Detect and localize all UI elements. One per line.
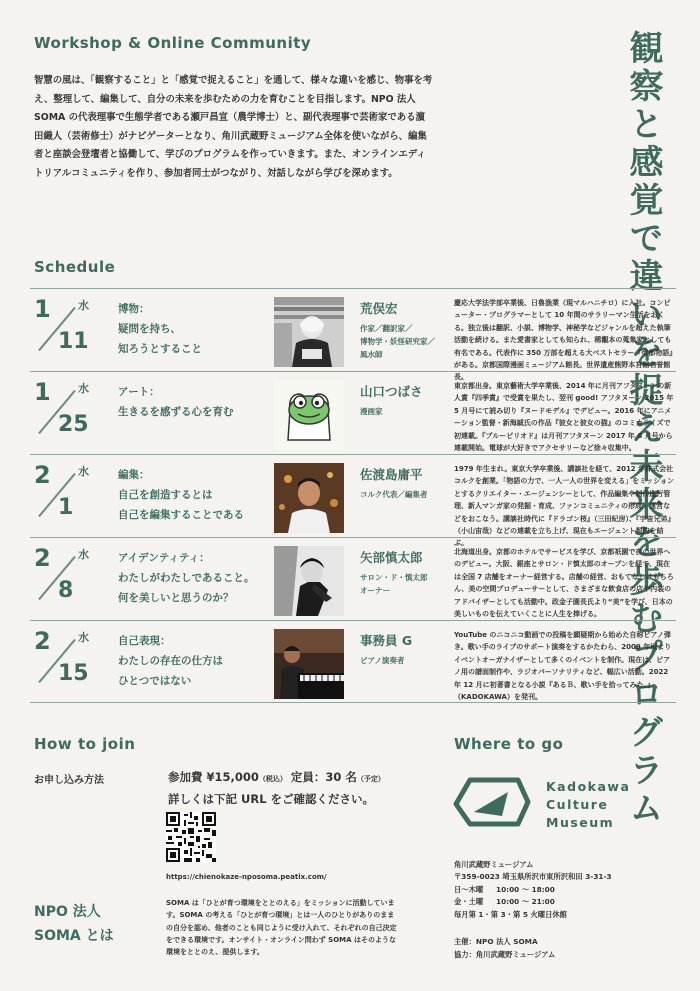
where-title: Where to go [454,735,564,753]
fee-text [168,769,385,785]
soma-title: NPO 法人 SOMA とは [34,904,114,944]
speaker-role: ピアノ演奏者 [360,656,405,665]
session-day: 1 [58,495,74,520]
schedule-table [30,288,676,703]
session-month: 1 [34,295,51,323]
fee-tax-note: （税込） [258,775,287,783]
schedule-row [30,371,676,454]
hours-time: 10:00 〜 18:00 [496,884,555,894]
hours-days: 金・土曜 [454,897,484,907]
hours-weekday [454,884,684,896]
speaker-name: 山口つばさ [360,384,423,399]
speaker-role: 作家／翻訳家／ 博物学・妖怪研究家／ 風水師 [360,324,435,359]
intro-text: 智慧の風は、「観察すること」と「感覚で捉えること」を通して、様々な違いを感じ、物事を考え、整理して、編集して、自分の未来を歩むための力を育むことを目指します。NPO 法人 SOMA の代表理事で生態学者である瀬戸昌宣（農学博士）と、副代表理事で芸術家である濵田織人（芸術修士）がナビゲーターとなり、角川武蔵野ミュージアム全体を使いながら、編集者と座談会登壇者と協働して、学びのプログラムを作っていきます。また、オンラインエディトリアルコミュニティを作り、参加者同士がつながり、対話しながら学びを深めます。 [34,75,433,179]
hours-days: 日〜木曜 [454,884,484,894]
session-weekday: 水 [78,299,89,312]
schedule-row [30,454,676,548]
venue-address: 〒359-0023 埼玉県所沢市東所沢和田 3-31-3 [454,872,612,882]
speaker [360,382,450,418]
session-date [34,461,114,531]
hours-time: 10:00 〜 21:00 [496,897,555,907]
session-day: 11 [58,329,89,354]
session-topic: 自己表現： わたしの存在の仕方は ひとつではない [118,635,223,687]
intro-title: Workshop & Online Community [34,34,312,52]
speaker [360,548,450,597]
speaker-name: 矢部慎太郎 [360,550,423,565]
qr-code-icon[interactable] [166,812,216,862]
session-date [34,544,114,614]
venue-info [454,859,684,921]
hours-weekend [454,896,684,908]
session-day: 15 [58,661,89,686]
speaker-bio: 1979 年生まれ。東京大学卒業後、講談社を経て、2012 年株式会社コルクを創業。「物語の力で、一人一人の世界を変える」をミッションとするクリエイター・エージェンシーとして、作品編集や制作進行管理、新人マンガ家の発掘・育成、ファンコミュニティの形成・運営などをおこなう。講談社時代に『ドラゴン桜』（三田紀房）、『宇宙兄弟』（小山宙哉）などの連載を立ち上げ、現在もエージェント契約を結ぶ。 [454,465,675,548]
session-weekday: 水 [78,465,89,478]
venue-name: 角川武蔵野ミュージアム [454,860,534,869]
session-month: 2 [34,461,51,489]
capacity: 定員：30 名 [286,770,357,784]
speaker-role: コルク代表／編集者 [360,490,428,499]
session-day: 8 [58,578,74,603]
schedule-row [30,288,676,382]
session-date [34,295,114,365]
speaker [360,631,450,667]
session-topic: 編集： 自己を創造するとは 自己を編集することである [118,469,244,521]
speaker-bio: YouTube のニコニコ動画での投稿を願疑期から始めた自称ピアノ弾き。歌い手のライブのサポート演奏をするかたわら、2009 年頃よりイベントオーガナイザーとして多くのイベントを制作。現在は、ピアノ用の譜面制作や、ラジオパーソナリティなど、幅広い活動。2022 年 12 月に初著書となる小説『あるＢ、歌い手を拾ってみた。』（KADOKAWA）を発刊。 [454,631,672,702]
museum-name-line-1: Kadokawa [546,779,631,794]
speaker-photo [274,463,344,533]
museum-name [546,778,630,832]
speaker-name: 佐渡島庸平 [360,467,423,482]
session-month: 1 [34,378,51,406]
speaker-photo [274,546,344,616]
closed-days: 毎月第 1・第 3・第 5 火曜日休館 [454,909,567,919]
speaker-photo [274,629,344,699]
support: 協力：角川武蔵野ミュージアム [454,950,556,959]
schedule-title: Schedule [34,258,116,276]
application-url-link[interactable]: https://chienokaze-nposoma.peatix.com/ [166,873,327,881]
session-month: 2 [34,627,51,655]
museum-logo-icon [452,772,532,832]
schedule-row [30,537,676,620]
organizers [454,935,555,961]
session-date [34,627,114,697]
speaker-bio: 北海道出身。京都のホテルでサービスを学び、京都祇園で夜の世界へのデビュー。大阪、銀座とサロン・ド慎太郎のオープンを経て、現在は全国 7 店舗をオーナー経営する。店舗の経営、おもてなしはもちろん、美の空間プロデューサーとして、さまざまな飲食店の店や内装のアドバイザーとしても活動中。政金子園長氏より“美”を学び、日本の美しいものを伝えていくことに人生を捧げる。 [454,548,674,619]
speaker-role: サロン・ド・慎太郎 オーナー [360,573,428,595]
host: 主催：NPO 法人 SOMA [454,937,538,946]
speaker-name: 事務員 G [360,633,413,648]
session-weekday: 水 [78,631,89,644]
vertical-title: 観察と感覚で違いを捉え未来を歩むプログラム [623,30,663,828]
session-day: 25 [58,412,89,437]
session-weekday: 水 [78,548,89,561]
join-title: How to join [34,735,136,753]
speaker-bio: 慶応大学法学部卒業後、日魯漁業（現マルハニチロ）に入社。コンピューター・プログラマーとして 10 年間のサラリーマン生活をおくる。独立後は翻訳、小説、博物学、神秘学などジャンルを超えた執筆活動を続ける。また愛書家としても知られ、稀覯本の蒐集家としても有名である。代表作に 350 万部を超える大ベストセラー『帝都物語』がある。京都国際漫画ミュージアム館長。世界遺産熊野本宮館名誉館長。 [454,299,673,382]
session-month: 2 [34,544,51,572]
capacity-note: （予定） [356,775,385,783]
speaker-name: 荒俣宏 [360,301,398,316]
detail-text: 詳しくは下記 URL をご確認ください。 [168,792,375,806]
session-weekday: 水 [78,382,89,395]
speaker-photo [274,297,344,367]
schedule-row [30,620,676,703]
speaker-illustration [274,380,344,450]
museum-name-line-2: Culture [546,797,609,812]
speaker [360,465,450,501]
speaker [360,299,450,361]
museum-name-line-3: Museum [546,815,615,830]
session-date [34,378,114,448]
application-method-label: お申し込み方法 [34,775,104,786]
soma-description: SOMA は「ひとが育つ環境をととのえる」をミッションに活動しています。SOMA の考える「ひとが育つ環境」とは一人のひとりがありのままの自分を認め、他者のことも同じように受け入れて、それぞれの自己決定をできる環境です。オンサイト・オンライン問わず SOMA はそのような環境をととのえ、提供します。 [166,899,397,957]
session-topic: アイデンティティ： わたしがわたしであること。 何を美しいと思うのか？ [118,552,255,604]
session-topic: 博物： 疑問を持ち、 知ろうとすること [118,303,202,355]
fee-amount: 参加費 ¥15,000 [168,770,259,784]
speaker-bio: 東京都出身。東京藝術大学卒業後、2014 年に月刊アフタヌーンの新人賞『四季賞』で受賞を果たし、翌刊 good! アフタヌーン 2015 年 5 月号にて読み切り『ヌードモデル』でデビュー。2016 年にアニメーション監督・新海誠氏の作品『彼女と彼女の猫』のコミカライズで初連載。『ブルーピリオド』は月刊アフタヌーン 2017 年 8 月号から連載開始。電球が大好きでアクセサリーなど徐々収集中。 [454,382,674,453]
speaker-role: 漫画家 [360,407,383,416]
session-topic: アート： 生きるを感ずる心を育む [118,386,234,418]
